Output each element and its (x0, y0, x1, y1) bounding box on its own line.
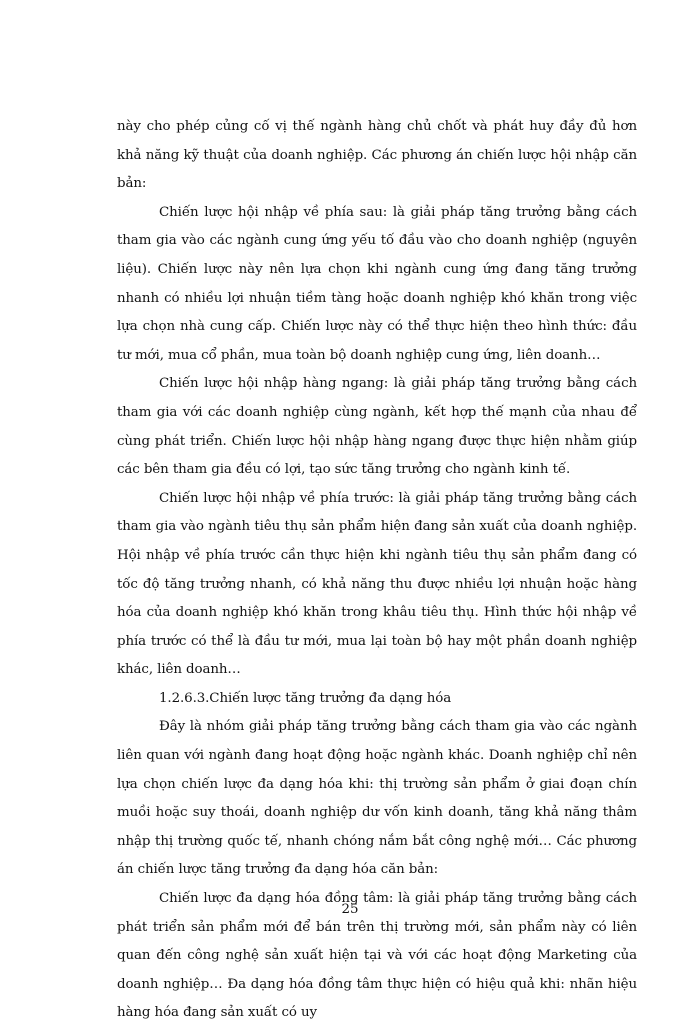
page-number: 25 (341, 902, 359, 917)
paragraph: Chiến lược hội nhập về phía trước: là giải pháp tăng trưởng bằng cách tham gia vào ngành tiêu thụ sản phẩm hiện đang sản xuất của doanh nghiệp. Hội nhập về phía trước cần thực hiện khi ngành tiêu thụ sản phẩm đang có tốc độ tăng trưởng nhanh, có khả năng thu được nhiều lợi nhuận hoặc hàng hóa của doanh nghiệp khó khăn trong khâu tiêu thụ. Hình thức hội nhập về phía trước có thể là đầu tư mới, mua lại toàn bộ hay một phần doanh nghiệp khác, liên doanh… (117, 490, 637, 678)
paragraph: này cho phép củng cố vị thế ngành hàng chủ chốt và phát huy đầy đủ hơn khả năng kỹ thuật của doanh nghiệp. Các phương án chiến lược hội nhập căn bản: (117, 119, 637, 192)
section-heading: 1.2.6.3.Chiến lược tăng trưởng đa dạng hóa (159, 690, 452, 706)
paragraph: Chiến lược hội nhập về phía sau: là giải pháp tăng trưởng bằng cách tham gia vào các ngành cung ứng yếu tố đầu vào cho doanh nghiệp (nguyên liệu). Chiến lược này nên lựa chọn khi ngành cung ứng đang tăng trưởng nhanh có nhiều lợi nhuận tiềm tàng hoặc doanh nghiệp khó khăn trong việc lựa chọn nhà cung cấp. Chiến lược này có thể thực hiện theo hình thức: đầu tư mới, mua cổ phần, mua toàn bộ doanh nghiệp cung ứng, liên doanh… (117, 204, 637, 363)
paragraph: Đây là nhóm giải pháp tăng trưởng bằng cách tham gia vào các ngành liên quan với ngành đang hoạt động hoặc ngành khác. Doanh nghiệp chỉ nên lựa chọn chiến lược đa dạng hóa khi: thị trường sản phẩm ở giai đoạn chín muồi hoặc suy thoái, doanh nghiệp dư vốn kinh doanh, tăng khả năng thâm nhập thị trường quốc tế, nhanh chóng nắm bắt công nghệ mới… Các phương án chiến lược tăng trưởng đa dạng hóa căn bản: (117, 719, 637, 878)
paragraph: Chiến lược đa dạng hóa đồng tâm: là giải pháp tăng trưởng bằng cách phát triển sản phẩm mới để bán trên thị trường mới, sản phẩm này có liên quan đến công nghệ sản xuất hiện tại và với các hoạt động Marketing của doanh nghiệp… Đa dạng hóa đồng tâm thực hiện có hiệu quả khi: nhãn hiệu hàng hóa đang sản xuất có uy (117, 891, 637, 1021)
paragraph: Chiến lược hội nhập hàng ngang: là giải pháp tăng trưởng bằng cách tham gia với các doanh nghiệp cùng ngành, kết hợp thế mạnh của nhau để cùng phát triển. Chiến lược hội nhập hàng ngang được thực hiện nhằm giúp các bên tham gia đều có lợi, tạo sức tăng trưởng cho ngành kinh tế. (117, 376, 637, 478)
page-body (117, 113, 637, 1028)
